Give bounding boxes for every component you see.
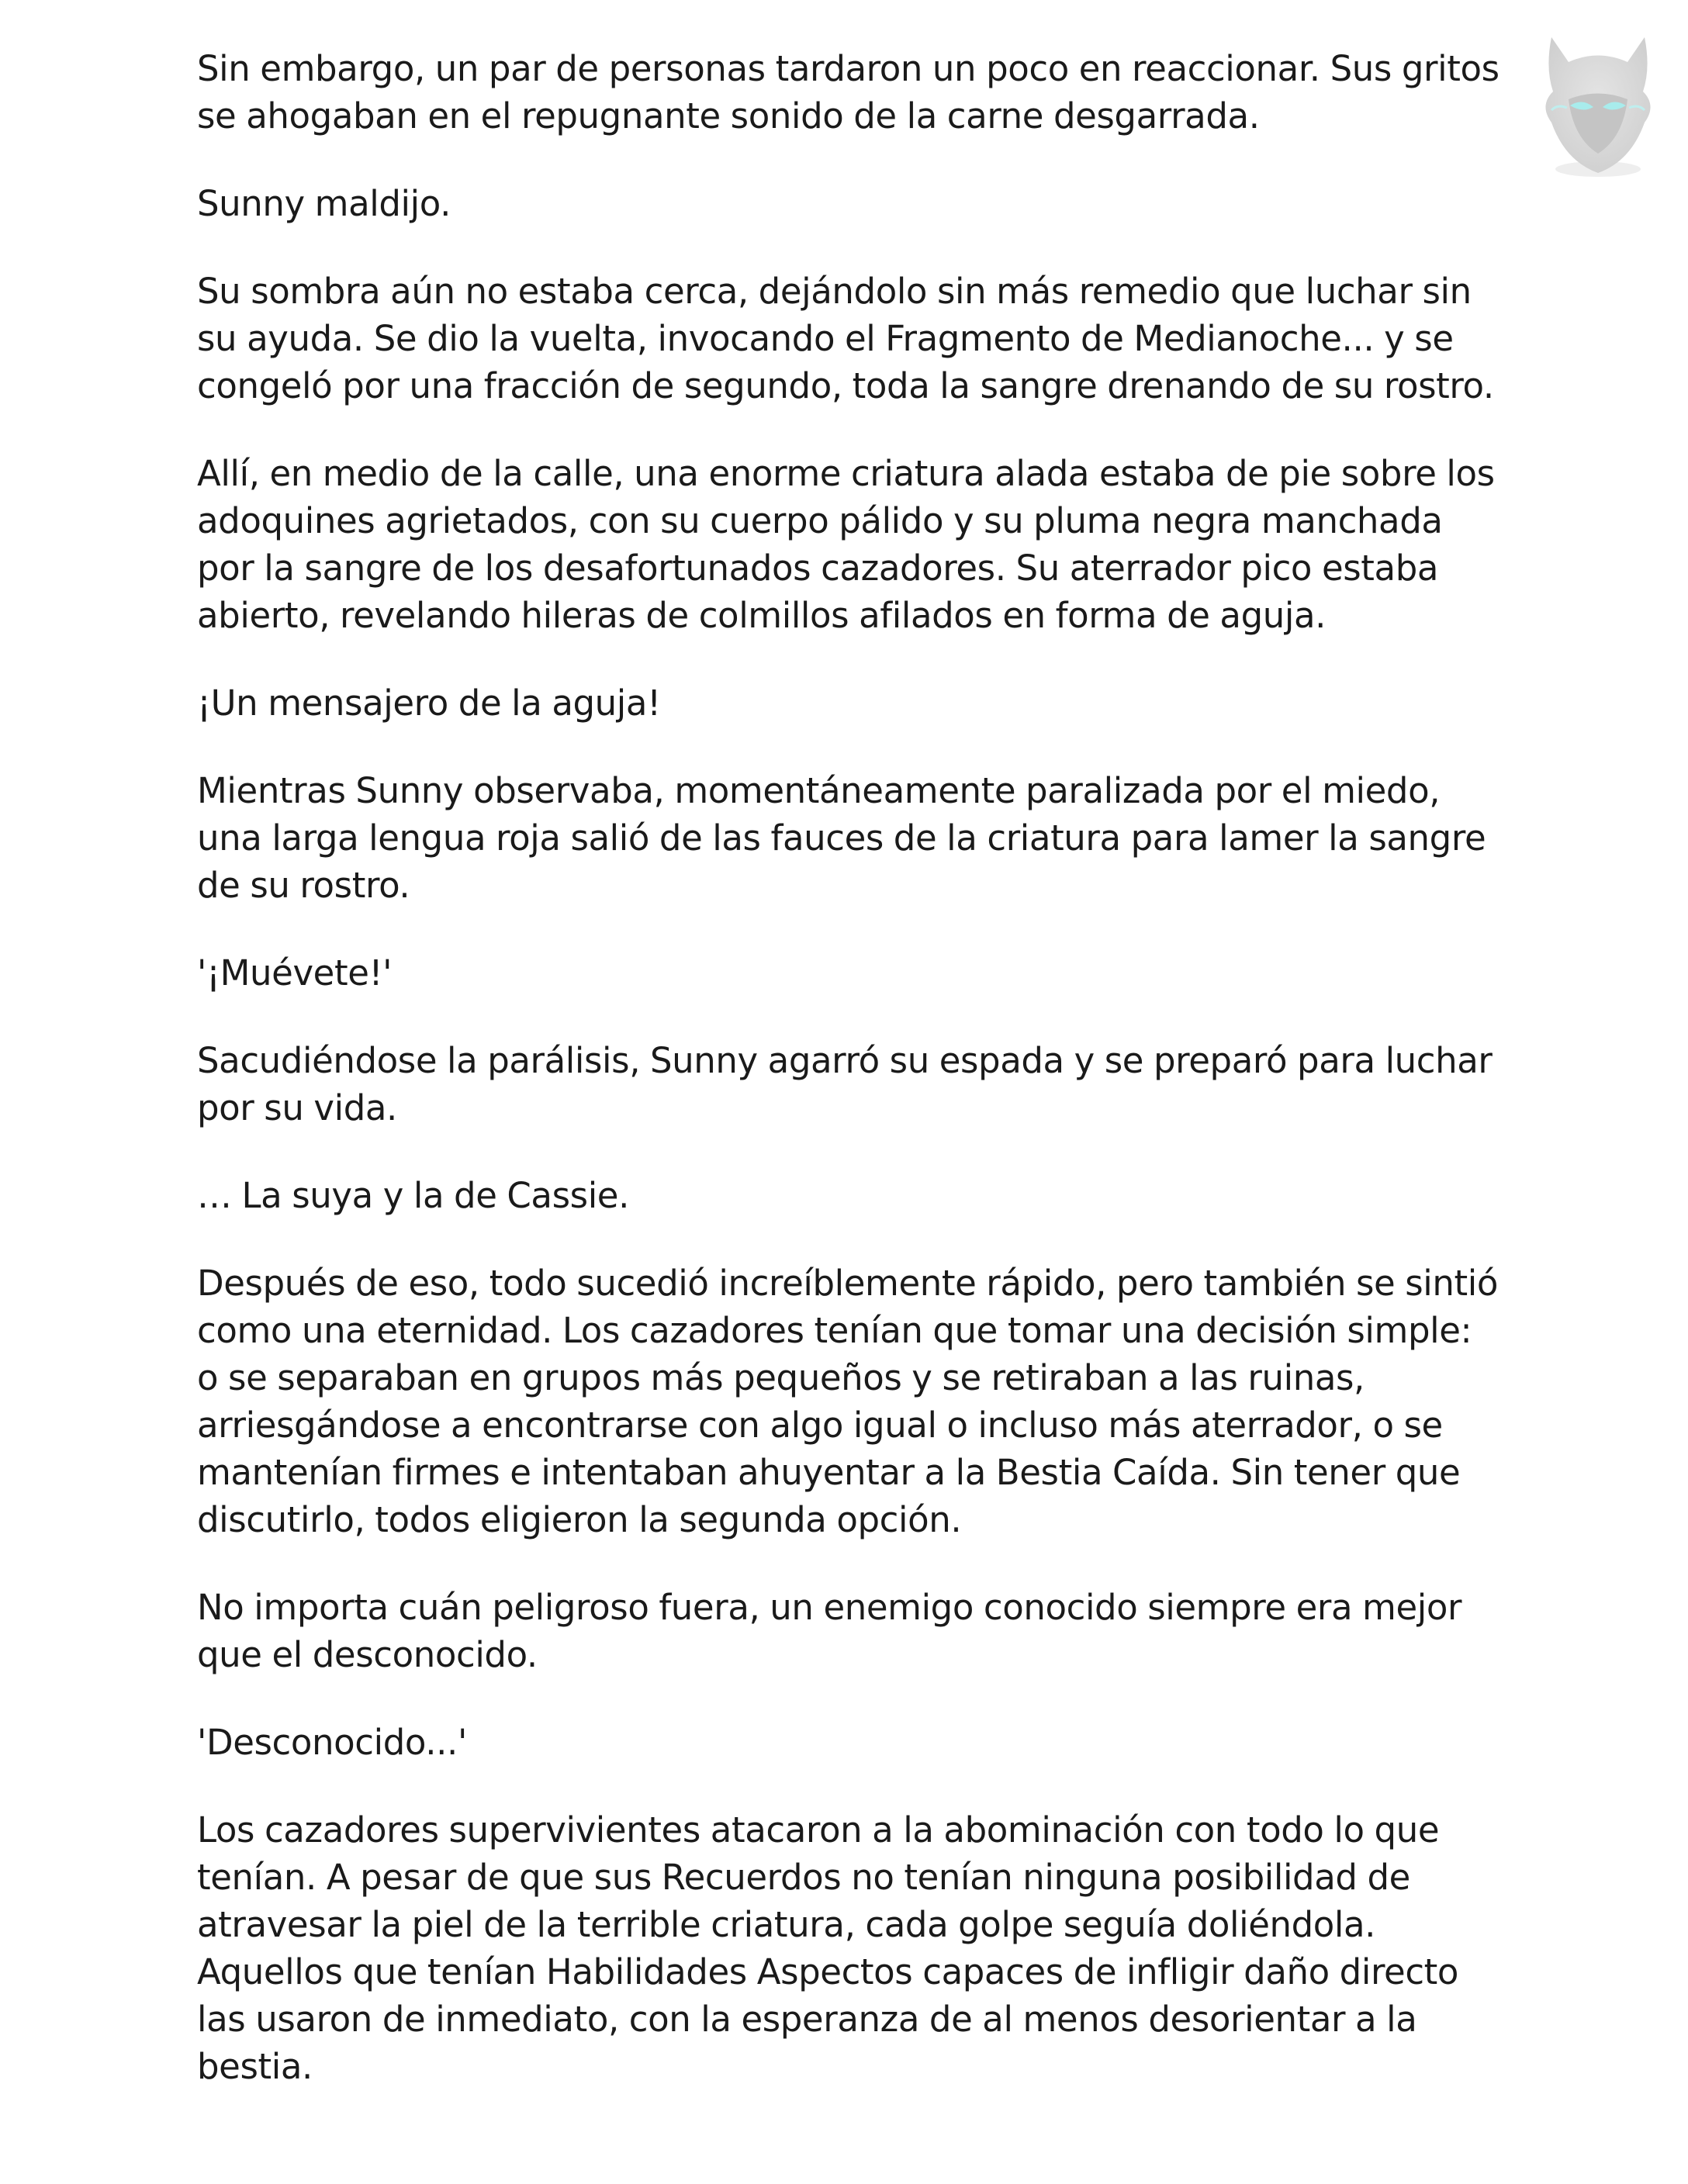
paragraph: Sacudiéndose la parálisis, Sunny agarró su espada y se preparó para luchar por su vida.	[197, 1040, 1493, 1128]
story-text	[197, 45, 1500, 2130]
paragraph: Allí, en medio de la calle, una enorme criatura alada estaba de pie sobre los adoquines agrietados, con su cuerpo pálido y su pluma negra manchada por la sangre de los desafortunados cazadores. Su aterrador pico estaba abierto, revelando hileras de colmillos afilados en forma de aguja.	[197, 453, 1495, 636]
paragraph: Los cazadores supervivientes atacaron a la abominación con todo lo que tenían. A pesar de que sus Recuerdos no tenían ninguna posibilidad de atravesar la piel de la terrible criatura, cada golpe seguía doliéndola. Aquellos que tenían Habilidades Aspectos capaces de infligir daño directo las usaron de inmediato, con la esperanza de al menos desorientar a la bestia.	[197, 1809, 1459, 2087]
paragraph: Su sombra aún no estaba cerca, dejándolo sin más remedio que luchar sin su ayuda. Se dio la vuelta, invocando el Fragmento de Medianoche... y se congeló por una fracción de segundo, toda la sangre drenando de su rostro.	[197, 271, 1494, 406]
paragraph: … La suya y la de Cassie.	[197, 1175, 629, 1216]
paragraph: Sin embargo, un par de personas tardaron un poco en reaccionar. Sus gritos se ahogaban en el repugnante sonido de la carne desgarrada.	[197, 48, 1499, 136]
paragraph: Mientras Sunny observaba, momentáneamente paralizada por el miedo, una larga lengua roja salió de las fauces de la criatura para lamer la sangre de su rostro.	[197, 770, 1486, 906]
paragraph: Sunny maldijo.	[197, 183, 451, 224]
paragraph: Después de eso, todo sucedió increíblemente rápido, pero también se sintió como una eternidad. Los cazadores tenían que tomar una decisión simple: o se separaban en grupos más pequeños y se retiraban a las ruinas, arriesgándose a encontrarse con algo igual o incluso más aterrador, o se mantenían firmes e intentaban ahuyentar a la Bestia Caída. Sin tener que discutirlo, todos eligieron la segunda opción.	[197, 1263, 1498, 1540]
paragraph: '¡Muévete!'	[197, 952, 393, 994]
demon-head-icon	[1520, 14, 1676, 185]
paragraph: 'Desconocido...'	[197, 1722, 467, 1763]
paragraph: ¡Un mensajero de la aguja!	[197, 682, 661, 724]
paragraph: No importa cuán peligroso fuera, un enemigo conocido siempre era mejor que el desconocido.	[197, 1587, 1462, 1675]
